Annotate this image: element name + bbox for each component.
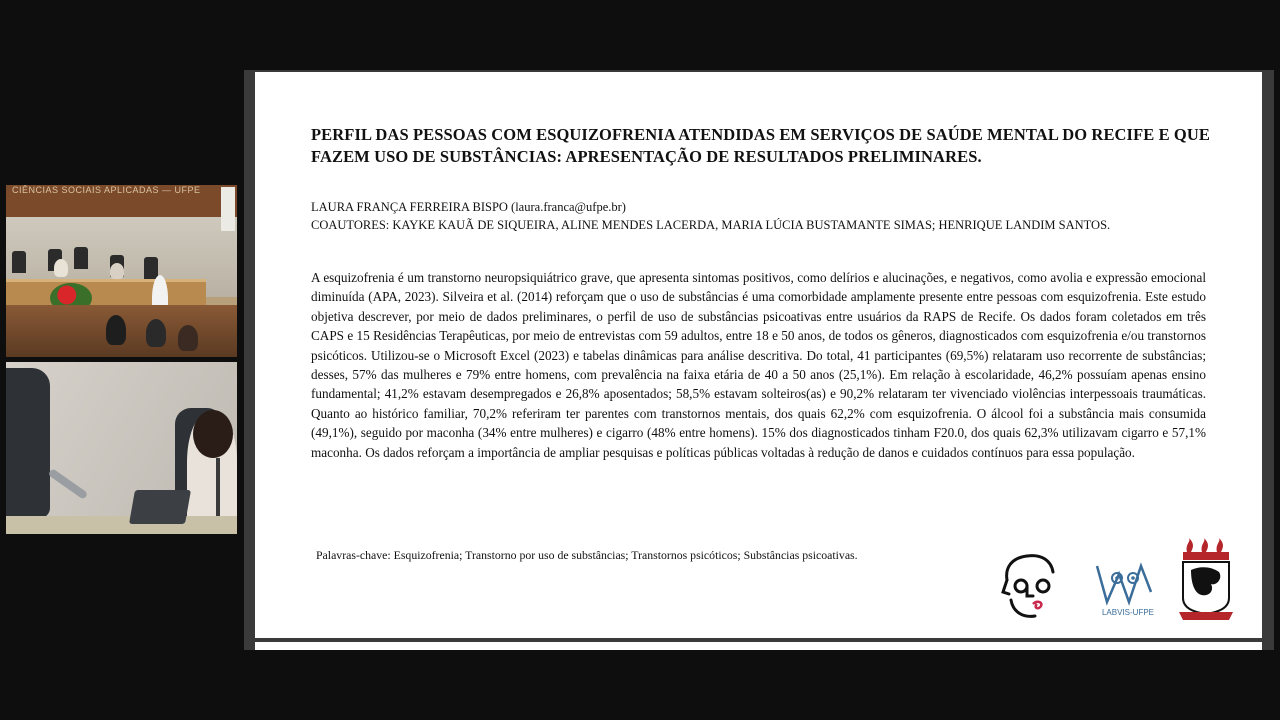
chair <box>74 247 88 269</box>
speaker-hair <box>193 410 233 458</box>
slide-title: PERFIL DAS PESSOAS COM ESQUIZOFRENIA ATENDIDAS EM SERVIÇOS DE SAÚDE MENTAL DO RECIFE E QUE FAZEM USO DE SUBSTÂNCIAS: APRESENTAÇÃO DE RESULTADOS PRELIMINARES. <box>311 125 1210 166</box>
abstract-text: A esquizofrenia é um transtorno neuropsiquiátrico grave, que apresenta sintomas positivos, como delírios e alucinações, e negativos, como avolia e expressão emocional diminuída (APA, 2023). Silveira et al. (2014) reforçam que o uso de substâncias é uma comorbidade amplamente presente entre pessoas com esquizofrenia. Este estudo objetiva descrever, por meio de dados preliminares, o perfil de uso de substâncias psicoativas entre usuários da RAPS de Recife. Os dados foram coletados em três CAPS e 15 Residências Terapêuticas, por meio de entrevistas com 59 adultos, entre 18 e 50 anos, de todos os gêneros, diagnosticados com esquizofrenia e/ou transtornos psicóticos. Utilizou-se o Microsoft Excel (2023) e tabelas dinâmicas para análise descritiva. Do total, 41 participantes (69,5%) relataram uso recorrente de substâncias; desses, 57% das mulheres e 79% entre homens, com prevalência na faixa etária de 40 a 50 anos (25,1%). Em relação à escolaridade, 46,2% possuíam apenas ensino fundamental; 41,2% estavam desempregados e 26,8% aposentados; 58,5% estavam solteiros(as) e 90,2% relataram ter vivenciado violências interpessoais traumáticas. Quanto ao histórico familiar, 70,2% referiram ter parentes com transtornos mentais, dos quais 62,2% com esquizofrenia. O álcool foi a substância mais consumida (49,1%), seguido por maconha (34% entre mulheres) e cigarro (48% entre homens). 15% dos diagnosticados tinham F20.0, dos quais 62,3% utilizavam cigarro e 57,1% maconha. Os dados reforçam a importância de ampliar pesquisas e políticas públicas voltadas à redução de danos e cuidados contínuos para essa população. <box>311 270 1206 460</box>
panel-member <box>110 263 124 279</box>
tablet <box>129 490 191 524</box>
video-tile-room[interactable] <box>6 185 237 357</box>
face-logo-icon <box>997 550 1063 622</box>
speaker-table <box>6 516 237 534</box>
panel-table <box>6 279 206 308</box>
panel-member <box>54 259 68 277</box>
room-banner <box>6 185 237 217</box>
coauthors-line: COAUTORES: KAYKE KAUÃ DE SIQUEIRA, ALINE MENDES LACERDA, MARIA LÚCIA BUSTAMANTE SIMAS; HENRIQUE LANDIM SANTOS. <box>311 218 1111 232</box>
slide-bottom-strip <box>255 642 1262 650</box>
projection-screen <box>221 187 235 231</box>
room-banner-text: CIÊNCIAS SOCIAIS APLICADAS — UFPE <box>12 185 201 195</box>
audience-member <box>146 319 166 347</box>
authors-block <box>311 198 1211 234</box>
audience-member <box>106 315 126 345</box>
ufpe-crest-icon <box>1175 538 1237 626</box>
video-tile-speaker[interactable] <box>6 362 237 534</box>
presentation-slide <box>255 72 1262 638</box>
keywords-line: Palavras-chave: Esquizofrenia; Transtorno por uso de substâncias; Transtornos psicóticos; Substâncias psicoativas. <box>316 548 858 562</box>
audience-member <box>178 325 198 351</box>
microphone <box>216 458 220 524</box>
author-line: LAURA FRANÇA FERREIRA BISPO (laura.franca@ufpe.br) <box>311 200 626 214</box>
labvis-logo-text: LABVIS-UFPE <box>1101 608 1154 617</box>
chair <box>12 251 26 273</box>
chair <box>144 257 158 279</box>
chair <box>6 368 50 518</box>
